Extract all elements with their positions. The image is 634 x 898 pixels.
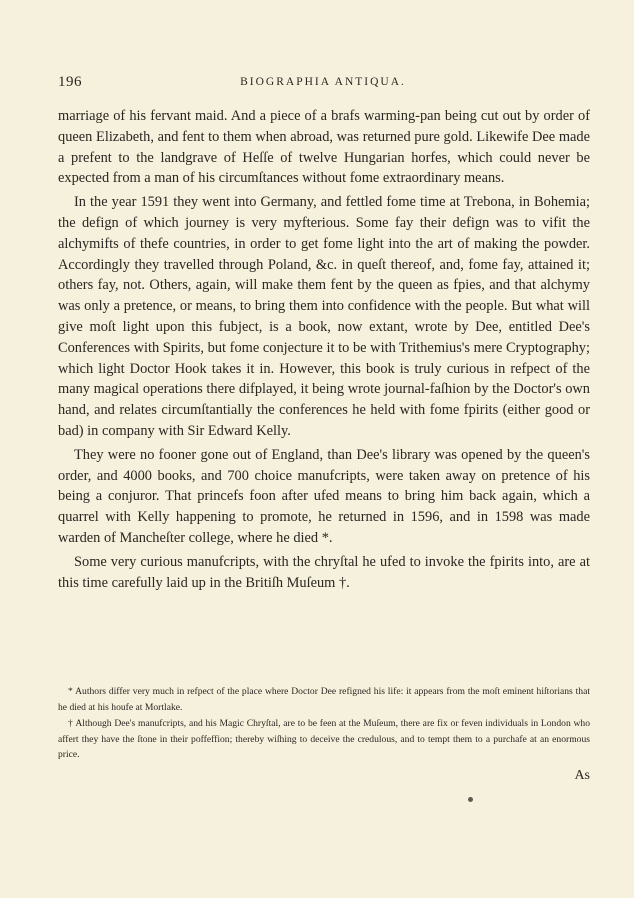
footnote: † Although Dee's manufcripts, and his Magic Chryſtal, are to be feen at the Muſeum, there are fix or feven individuals in London who affert they have the ſtone in their poffeffion; thereby wiſhing to deceive the credulous, and to tempt them to a purchafe at an enormous price. (58, 718, 590, 761)
body-text (58, 106, 590, 593)
paragraph: In the year 1591 they went into Germany, and fettled fome time at Trebona, in Bohemia; the defign of which journey is very myfterious. Some fay their defign was to vifit the alchymifts of thefe countries, in order to get fome light into the art of making the powder. Accordingly they travelled through Poland, &c. in queſt thereof, and, fome fay, attained it; others fay, not. Others, again, will make them fent by the queen as fpies, and that alchymy was only a pretence, or means, to bring them into confidence with the people. But what will give moſt light upon this fubject, is a book, now extant, wrote by Dee, entitled Dee's Conferences with Spirits, but fome conjecture it to be with Trithemius's mere Cryptography; which light Doctor Hook takes it in. However, this book is truly curious in refpect of the many magical operations there difplayed, it being wrote journal-faſhion by the Doctor's own hand, and relates circumſtantially the conferences he held with fome fpirits (either good or bad) in company with Sir Edward Kelly. (58, 194, 590, 439)
footnote: * Authors differ very much in refpect of the place where Doctor Dee refigned his life: it appears from the moſt eminent hiſtorians that he died at his houfe at Mortlake. (58, 686, 590, 713)
page-header (58, 74, 588, 94)
page-number: 196 (58, 74, 82, 90)
paragraph: Some very curious manufcripts, with the chryſtal he ufed to invoke the fpirits into, are at this time carefully laid up in the Britiſh Muſeum †. (58, 553, 590, 591)
catchword: As (574, 768, 590, 783)
ink-smudge (468, 797, 473, 802)
footnotes (58, 684, 590, 763)
paragraph: They were no fooner gone out of England, than Dee's library was opened by the queen's order, and 4000 books, and 700 choice manufcripts, were taken away on pretence of his being a conjuror. That princefs foon after ufed means to bring him back again, which a quarrel with Kelly happening to promote, he returned in 1596, and in 1598 was made warden of Mancheſter college, where he died *. (58, 446, 590, 546)
paragraph: marriage of his fervant maid. And a piece of a brafs warming-pan being cut out by order of queen Elizabeth, and fent to them when abroad, was returned pure gold. Likewife Dee made a prefent to the landgrave of Heſſe of twelve Hungarian horfes, which could never be expected from a man of his circumſtances without fome extraordinary means. (58, 108, 590, 187)
running-head: BIOGRAPHIA ANTIQUA. (240, 76, 406, 88)
